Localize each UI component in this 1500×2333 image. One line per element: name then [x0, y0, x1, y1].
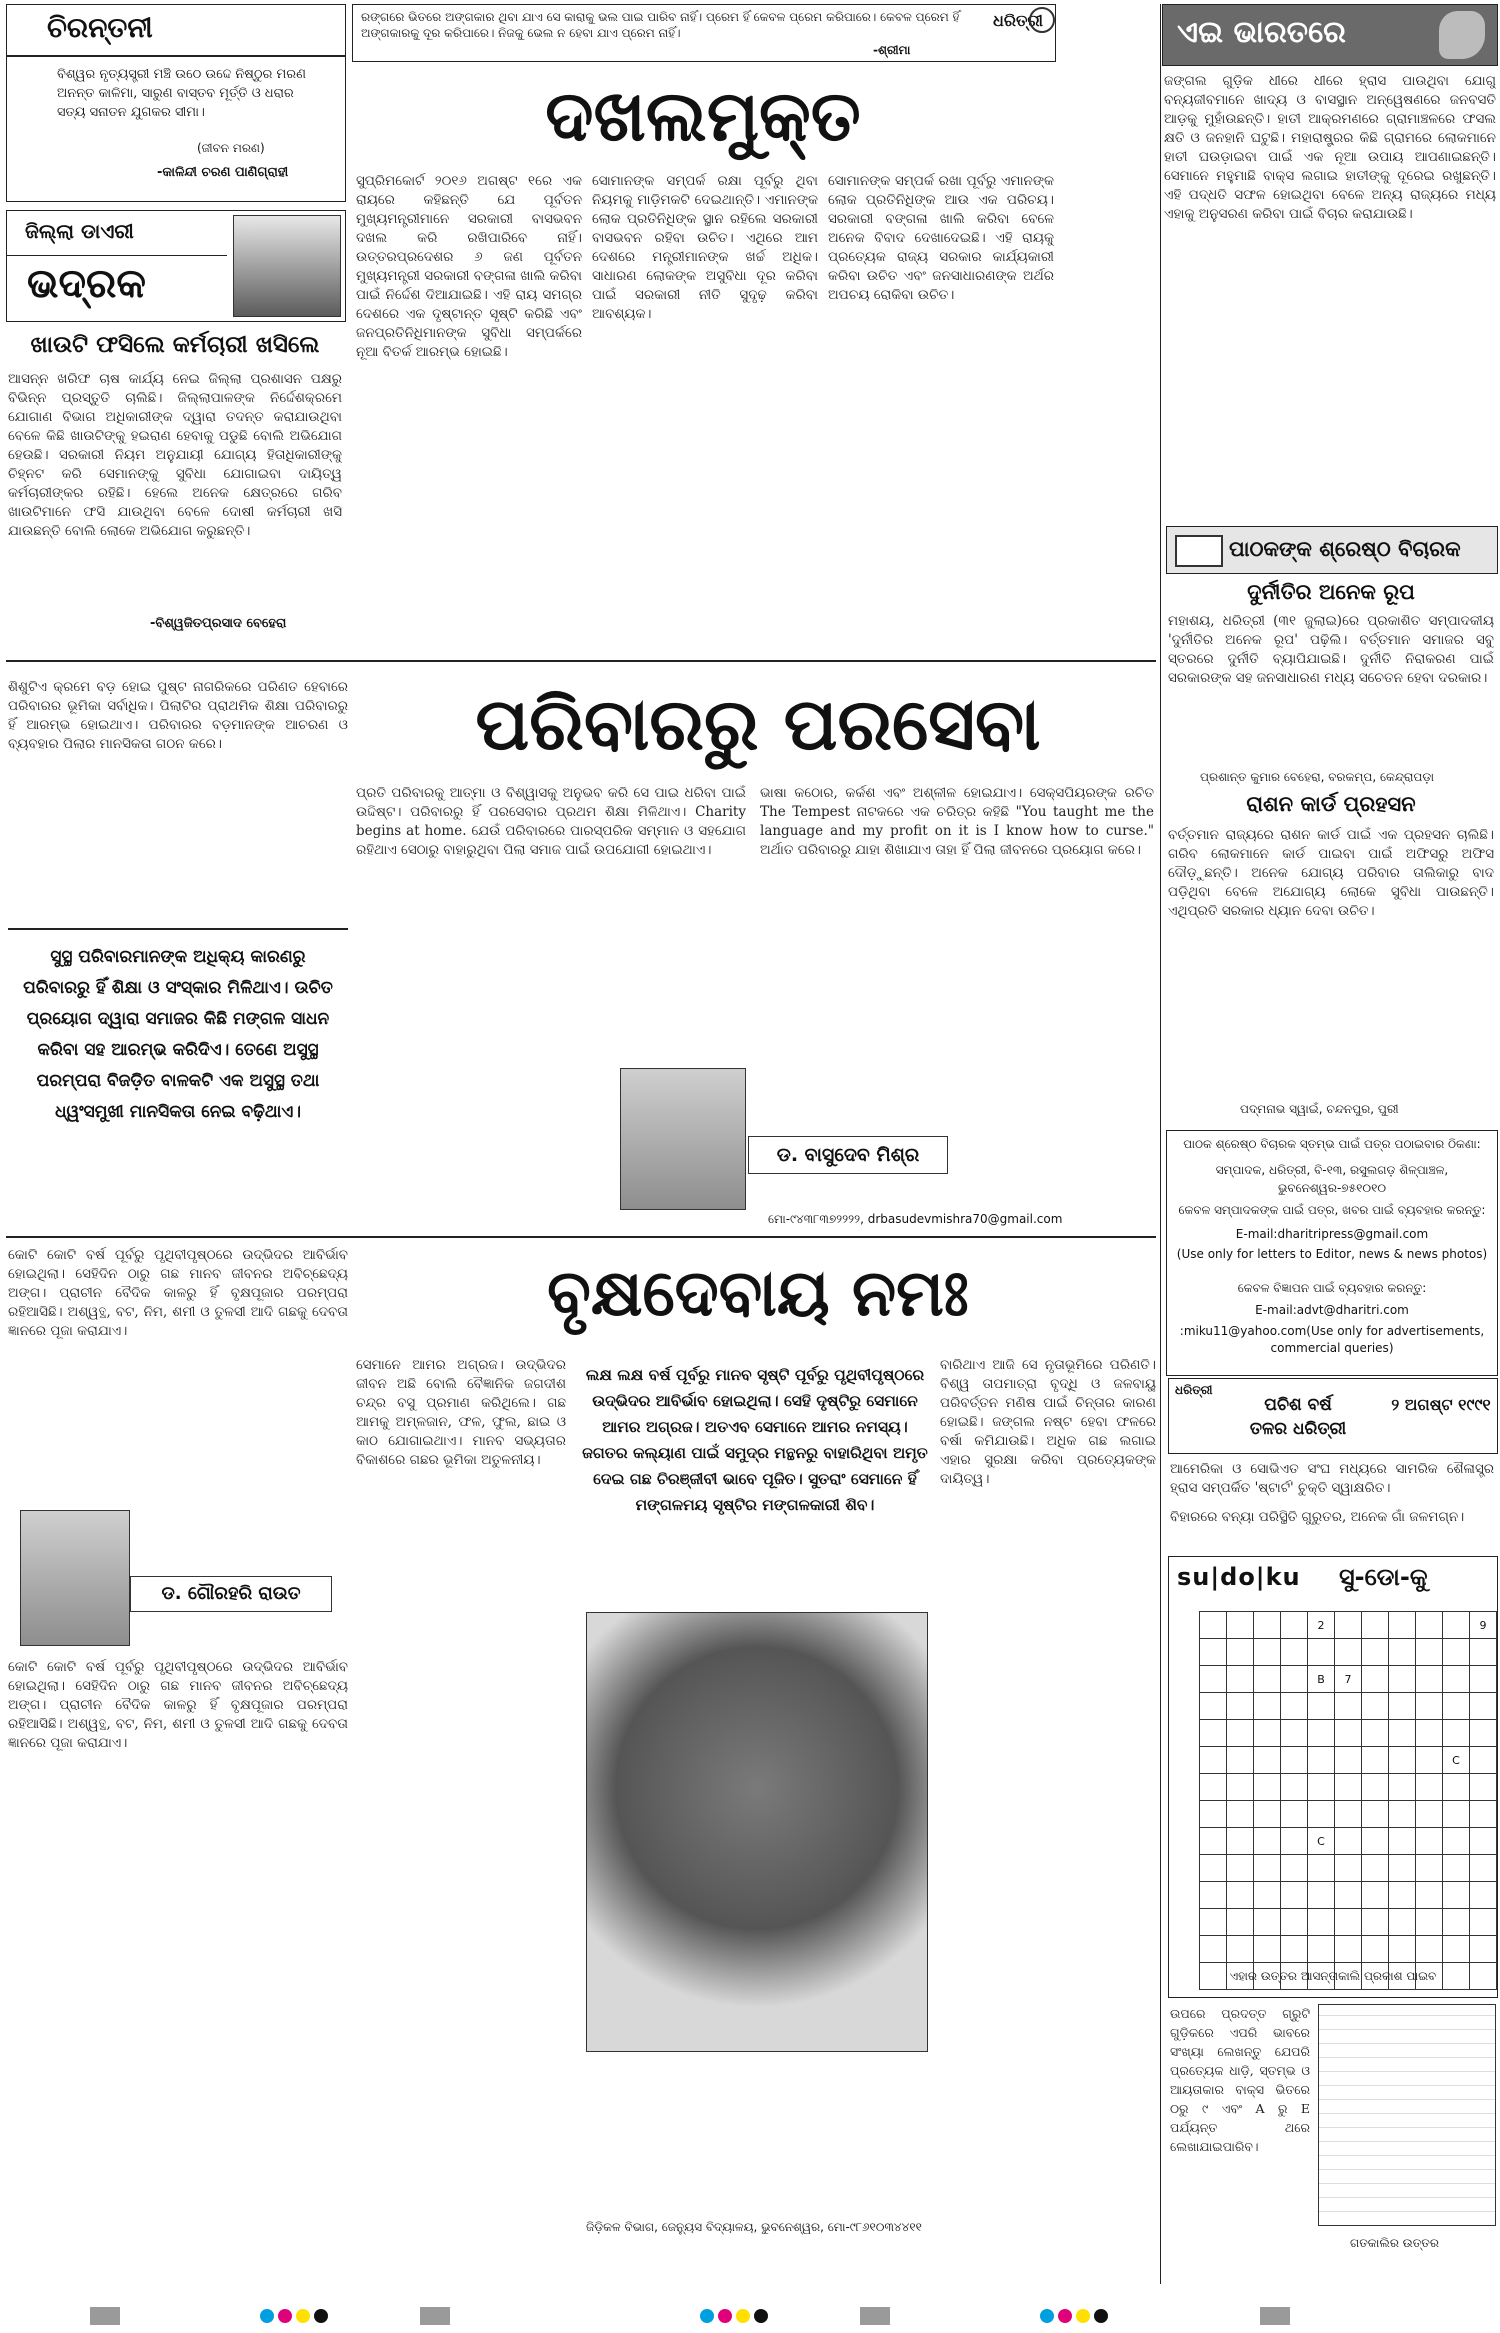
- sudoku-cell[interactable]: [1362, 1774, 1389, 1801]
- sudoku-cell[interactable]: [1308, 1855, 1335, 1882]
- india-column-header: [1162, 4, 1498, 66]
- sudoku-footer: ଏହାର ଉତ୍ତର ଆସନ୍ତାକାଲି ପ୍ରକାଶ ପାଇବ: [1229, 1969, 1437, 1983]
- letter1-body: ମହାଶୟ, ଧରିତ୍ରୀ (୩୧ ଜୁଲାଇ)ରେ ପ୍ରକାଶିତ ସମ୍ପାଦକୀୟ 'ଦୁର୍ନୀତିର ଅନେକ ରୂପ' ପଢ଼ିଲି। ବର୍ତ୍ତମାନ ସମାଜର ସବୁ ସ୍ତରରେ ଦୁର୍ନୀତି ବ୍ୟାପିଯାଇଛି। ଦୁର୍ନୀତି ନିରାକରଣ ପାଇଁ ସରକାରଙ୍କ ସହ ଜନସାଧାରଣ ମଧ୍ୟ ସଚେତନ ହେବା ଦରକାର।: [1168, 613, 1494, 686]
- sudoku-cell[interactable]: [1416, 1774, 1443, 1801]
- sudoku-cell[interactable]: [1308, 1774, 1335, 1801]
- sudoku-cell[interactable]: [1362, 1936, 1389, 1963]
- sudoku-cell[interactable]: [1200, 1774, 1227, 1801]
- sudoku-cell[interactable]: [1389, 1639, 1416, 1666]
- contact-note: କେବଳ ସମ୍ପାଦକଙ୍କ ପାଇଁ ପତ୍ର, ଖବର ପାଇଁ ବ୍ୟବହାର କରନ୍ତୁ:: [1178, 1203, 1486, 1217]
- sudoku-cell[interactable]: [1281, 1828, 1308, 1855]
- temple-photo: [233, 215, 341, 317]
- sudoku-cell[interactable]: [1443, 1855, 1470, 1882]
- sudoku-cell[interactable]: [1254, 1936, 1281, 1963]
- sudoku-cell[interactable]: [1443, 1720, 1470, 1747]
- sudoku-answer-grid: [1318, 2004, 1496, 2226]
- sudoku-cell[interactable]: [1389, 1882, 1416, 1909]
- sudoku-cell[interactable]: [1443, 1666, 1470, 1693]
- brukha-headline: ବୃକ୍ଷଦେବାୟ ନମଃ: [547, 1257, 969, 1331]
- brukha-col4: ବାରିଥାଏ ଆଜି ସେ ନୃତାଭୂମିରେ ପରିଣତି। ବିଶ୍ୱ ତାପମାତ୍ରା ବୃଦ୍ଧି ଓ ଜଳବାୟୁ ପରିବର୍ତ୍ତନ ମଣିଷ ପାଇଁ ଚିନ୍ତାର କାରଣ ହୋଇଛି। ଜଙ୍ଗଲ ନଷ୍ଟ ହେବା ଫଳରେ ବର୍ଷା କମିଯାଉଛି। ଅଧିକ ଗଛ ଲଗାଇ ଏହାର ସୁରକ୍ଷା କରିବା ପ୍ରତ୍ୟେକଙ୍କ ଦାୟିତ୍ୱ।: [940, 1357, 1156, 1487]
- sudoku-cell[interactable]: [1416, 1612, 1443, 1639]
- sudoku-cell[interactable]: [1254, 1855, 1281, 1882]
- sudoku-cell[interactable]: [1470, 1936, 1497, 1963]
- zilla-diary-box: [6, 210, 346, 322]
- sudoku-grid[interactable]: [1199, 1611, 1497, 1990]
- sudoku-cell[interactable]: [1389, 1747, 1416, 1774]
- sudoku-cell[interactable]: [1227, 1612, 1254, 1639]
- sudoku-cell[interactable]: [1470, 1666, 1497, 1693]
- sudoku-cell[interactable]: [1308, 1639, 1335, 1666]
- sudoku-cell[interactable]: [1335, 1693, 1362, 1720]
- sudoku-cell[interactable]: [1200, 1855, 1227, 1882]
- sudoku-cell[interactable]: [1389, 1936, 1416, 1963]
- sudoku-cell[interactable]: [1200, 1801, 1227, 1828]
- sudoku-cell[interactable]: [1200, 1909, 1227, 1936]
- advt-email[interactable]: E-mail:advt@dharitri.com: [1255, 1303, 1409, 1317]
- sudoku-cell[interactable]: [1281, 1774, 1308, 1801]
- sudoku-cell[interactable]: [1416, 1720, 1443, 1747]
- khauti-headline: ଖାଉଟି ଫସିଲେ କର୍ମଚାରୀ ଖସିଲେ: [30, 332, 320, 358]
- sudoku-cell[interactable]: [1470, 1693, 1497, 1720]
- years25-item2: ବିହାରରେ ବନ୍ୟା ପରିସ୍ଥିତି ଗୁରୁତର, ଅନେକ ଗାଁ ଜଳମଗ୍ନ।: [1170, 1509, 1465, 1525]
- brukha-col2: ସେମାନେ ଆମର ଅଗ୍ରଜ। ଉଦ୍ଭିଦର ଜୀବନ ଅଛି ବୋଲି ବୈଜ୍ଞାନିକ ଜଗଦୀଶ ଚନ୍ଦ୍ର ବସୁ ପ୍ରମାଣ କରିଥିଲେ। ଗଛ ଆମକୁ ଅମ୍ଳଜାନ, ଫଳ, ଫୁଲ, ଛାଇ ଓ କାଠ ଯୋଗାଇଥାଏ। ମାନବ ସଭ୍ୟତାର ବିକାଶରେ ଗଛର ଭୂମିକା ଅତୁଳନୀୟ।: [356, 1357, 566, 1468]
- sudoku-cell[interactable]: [1389, 1666, 1416, 1693]
- sudoku-cell[interactable]: 7: [1335, 1666, 1362, 1693]
- top-quote-box: [352, 4, 1056, 62]
- sudoku-cell[interactable]: [1281, 1747, 1308, 1774]
- sudoku-cell[interactable]: [1227, 1909, 1254, 1936]
- district-name: ଭଦ୍ରକ: [27, 261, 146, 307]
- india-column-body: ଜଙ୍ଗଲ ଗୁଡ଼ିକ ଧୀରେ ଧୀରେ ହ୍ରାସ ପାଉଥିବା ଯୋଗୁ ବନ୍ୟଜୀବମାନେ ଖାଦ୍ୟ ଓ ବାସସ୍ଥାନ ଅନ୍ୱେଷଣରେ ଜନବସତି ଆଡ଼କୁ ମୁହାଁଉଛନ୍ତି। ହାତୀ ଆକ୍ରମଣରେ ଗ୍ରାମାଞ୍ଚଳରେ ଫସଲ କ୍ଷତି ଓ ଜନହାନି ଘଟୁଛି। ମହାରାଷ୍ଟ୍ରର କିଛି ଗ୍ରାମରେ ଲୋକମାନେ ହାତୀ ଘଉଡ଼ାଇବା ପାଇଁ ଏକ ନୂଆ ଉପାୟ ଆପଣାଇଛନ୍ତି। ସେମାନେ ମହୁମାଛି ବାକ୍ସ ଲଗାଇ ହାତୀଙ୍କୁ ଦୂରେଇ ରଖୁଛନ୍ତି। ଏହି ପଦ୍ଧତି ସଫଳ ହୋଇଥିବା ବେଳେ ଅନ୍ୟ ରାଜ୍ୟରେ ମଧ୍ୟ ଏହାକୁ ଅନୁସରଣ କରିବା ପାଇଁ ବିଚାର କରାଯାଉଛି।: [1164, 73, 1496, 222]
- dharitri-small-logo: ଧରିତ୍ରୀ: [1175, 1383, 1213, 1397]
- author-name-basudev: ଡ. ବାସୁଦେବ ମିଶ୍ର: [748, 1136, 948, 1174]
- sudoku-cell[interactable]: [1335, 1747, 1362, 1774]
- sudoku-cell[interactable]: [1389, 1828, 1416, 1855]
- sudoku-title: su|do|ku: [1177, 1563, 1301, 1591]
- sudoku-cell[interactable]: [1389, 1612, 1416, 1639]
- khauti-author: -ବିଶ୍ୱଜିତପ୍ରସାଦ ବେହେରା: [150, 616, 287, 631]
- years25-header: [1168, 1378, 1498, 1454]
- sudoku-cell[interactable]: [1200, 1882, 1227, 1909]
- sudoku-cell[interactable]: [1362, 1720, 1389, 1747]
- sudoku-cell[interactable]: [1470, 1801, 1497, 1828]
- sudoku-cell[interactable]: 2: [1308, 1612, 1335, 1639]
- chirantani-title: ଚିରନ୍ତନୀ: [47, 11, 153, 44]
- dakhal-body-col1: ସୁପ୍ରିମକୋର୍ଟ ୨୦୧୬ ଅଗଷ୍ଟ ୧ରେ ଏକ ରାୟରେ କହିଛନ୍ତି ଯେ ପୂର୍ବତନ ମୁଖ୍ୟମନ୍ତ୍ରୀମାନେ ସରକାରୀ ବାସଭବନ ଦଖଲ କରି ରଖିପାରିବେ ନାହିଁ। ଉତ୍ତରପ୍ରଦେଶର ୬ ଜଣ ପୂର୍ବତନ ମୁଖ୍ୟମନ୍ତ୍ରୀ ସରକାରୀ ବଙ୍ଗଳା ଖାଲି କରିବା ପାଇଁ ନିର୍ଦ୍ଦେଶ ଦିଆଯାଇଛି। ଏହି ରାୟ ସମଗ୍ର ଦେଶରେ ଏକ ଦୃଷ୍ଟାନ୍ତ ସୃଷ୍ଟି କରିଛି ଏବଂ ଜନପ୍ରତିନିଧିମାନଙ୍କ ସୁବିଧା ସମ୍ପର୍କରେ ନୂଆ ବିତର୍କ ଆରମ୍ଭ ହୋଇଛି।: [356, 173, 582, 360]
- sudoku-cell[interactable]: [1416, 1936, 1443, 1963]
- sudoku-cell[interactable]: [1389, 1909, 1416, 1936]
- top-quote-author: -ଶ୍ରୀମା: [873, 43, 911, 57]
- paribara-lead: ଶିଶୁଟିଏ କ୍ରମେ ବଡ଼ ହୋଇ ପୁଷ୍ଟ ନାଗରିକରେ ପରିଣତ ହେବାରେ ପରିବାରର ଭୂମିକା ସର୍ବାଧିକ। ପିଲାଟିର ପ୍ରାଥମିକ ଶିକ୍ଷା ପରିବାରରୁ ହିଁ ଆରମ୍ଭ ହୋଇଥାଏ। ପରିବାରର ବଡ଼ମାନଙ୍କ ଆଚରଣ ଓ ବ୍ୟବହାର ପିଲାର ମାନସିକତା ଗଠନ କରେ।: [8, 679, 348, 752]
- sudoku-cell[interactable]: [1470, 1909, 1497, 1936]
- letter2-title: ରାଶନ କାର୍ଡ ପ୍ରହସନ: [1246, 792, 1416, 816]
- letters-contact-box: [1166, 1130, 1498, 1376]
- sudoku-cell[interactable]: [1281, 1666, 1308, 1693]
- sudoku-cell[interactable]: [1200, 1666, 1227, 1693]
- sudoku-cell[interactable]: [1443, 1909, 1470, 1936]
- sudoku-cell[interactable]: [1416, 1828, 1443, 1855]
- top-quote-text: ରଙ୍ଗରେ ଭିତରେ ଅଙ୍ଗକାର ଥିବା ଯାଏ ସେ କାରାକୁ ଭଲ ପାଇ ପାରିବ ନାହିଁ। ପ୍ରେମ ହିଁ କେବଳ ପ୍ରେମ କରିପାରେ। କେବଳ ପ୍ରେମ ହିଁ ଅଙ୍ଗକାରକୁ ଦୂର କରିପାରେ। ନିଜକୁ ଭେଲ ନ ହେବା ଯାଏ ପ୍ରେମ ନାହିଁ।: [361, 10, 960, 40]
- sudoku-cell[interactable]: [1200, 1936, 1227, 1963]
- sudoku-cell[interactable]: [1335, 1855, 1362, 1882]
- sudoku-cell[interactable]: [1281, 1693, 1308, 1720]
- sudoku-cell[interactable]: [1416, 1639, 1443, 1666]
- editor-email[interactable]: E-mail:dharitripress@gmail.com: [1235, 1227, 1429, 1241]
- sudoku-cell[interactable]: [1227, 1801, 1254, 1828]
- sudoku-cell[interactable]: [1281, 1612, 1308, 1639]
- sudoku-cell[interactable]: [1281, 1882, 1308, 1909]
- sudoku-cell[interactable]: [1281, 1801, 1308, 1828]
- sudoku-cell[interactable]: [1416, 1909, 1443, 1936]
- author-photo-gourahari: [20, 1510, 130, 1646]
- letter1-title: ଦୁର୍ନୀତିର ଅନେକ ରୂପ: [1247, 580, 1415, 604]
- sudoku-cell[interactable]: [1281, 1639, 1308, 1666]
- contact-address: ସମ୍ପାଦକ, ଧରିତ୍ରୀ, ବି-୧୩, ରସୁଲଗଡ଼ ଶିଳ୍ପାଞ୍ଚଳ, ଭୁବନେଶ୍ୱର-୭୫୧୦୧୦: [1215, 1163, 1449, 1195]
- sudoku-cell[interactable]: [1281, 1909, 1308, 1936]
- sudoku-cell[interactable]: [1308, 1693, 1335, 1720]
- sudoku-cell[interactable]: [1335, 1801, 1362, 1828]
- sudoku-cell[interactable]: [1443, 1774, 1470, 1801]
- brukha-quote: ଲକ୍ଷ ଲକ୍ଷ ବର୍ଷ ପୂର୍ବରୁ ମାନବ ସୃଷ୍ଟି ପୂର୍ବରୁ ପୃଥିବୀପୃଷ୍ଠରେ ଉଦ୍ଭିଦର ଆବିର୍ଭାବ ହୋଇଥିଲା। ସେହି ଦୃଷ୍ଟିରୁ ସେମାନେ ଆମର ଅଗ୍ରଜ। ଅତଏବ ସେମାନେ ଆମର ନମସ୍ୟ। ଜଗତର କଲ୍ୟାଣ ପାଇଁ ସମୁଦ୍ର ମନ୍ଥନରୁ ବାହାରିଥିବା ଅମୃତ ଦେଇ ଗଛ ଚିରଞ୍ଜୀବୀ ଭାବେ ପୂଜିତ। ସୁତରାଂ ସେମାନେ ହିଁ ମଙ୍ଗଳମୟ ସୃଷ୍ଟିର ମଙ୍ଗଳକାରୀ ଶିବ।: [582, 1366, 928, 1514]
- sudoku-answer-label: ଗତକାଲିର ଉତ୍ତର: [1350, 2236, 1439, 2250]
- sudoku-cell[interactable]: [1335, 1612, 1362, 1639]
- sudoku-cell[interactable]: [1443, 1828, 1470, 1855]
- sudoku-cell[interactable]: [1200, 1693, 1227, 1720]
- sudoku-cell[interactable]: [1227, 1639, 1254, 1666]
- sudoku-cell[interactable]: [1254, 1828, 1281, 1855]
- brukha-col1-lower: କୋଟି କୋଟି ବର୍ଷ ପୂର୍ବରୁ ପୃଥିବୀପୃଷ୍ଠରେ ଉଦ୍ଭିଦର ଆବିର୍ଭାବ ହୋଇଥିଲା। ସେହିଦିନ ଠାରୁ ଗଛ ମାନବ ଜୀବନର ଅବିଚ୍ଛେଦ୍ୟ ଅଙ୍ଗ। ପ୍ରାଚୀନ ବୈଦିକ କାଳରୁ ହିଁ ବୃକ୍ଷପୂଜାର ପରମ୍ପରା ରହିଆସିଛି। ଅଶ୍ୱତ୍ଥ, ବଟ, ନିମ, ଶମୀ ଓ ତୁଳସୀ ଆଦି ଗଛକୁ ଦେବତା ଜ୍ଞାନରେ ପୂଜା କରାଯାଏ।: [8, 1659, 348, 1751]
- dharma-wheel-icon: [1029, 7, 1055, 33]
- sudoku-cell[interactable]: 9: [1470, 1612, 1497, 1639]
- sudoku-cell[interactable]: [1443, 1936, 1470, 1963]
- author-contact-basudev[interactable]: ମୋ-୯୪୩୮୩୭୨୨୨୨, drbasudevmishra70@gmail.com: [768, 1212, 1063, 1226]
- dakhal-body-col2: ସୋମାନଙ୍କ ସମ୍ପର୍କ ରକ୍ଷା ପୂର୍ବରୁ ଥିବା ନିୟମକୁ ମାଡ଼ିମକଟି ଦେଇଥାନ୍ତି। ଏମାନଙ୍କ ଲୋକ ପ୍ରତିନିଧିଙ୍କ ସ୍ଥାନ ରହିଲେ ସରକାରୀ ବାସଭବନ ରହିବା ଉଚିତ। ଏଥିରେ ଆମ ଦେଶରେ ମନ୍ତ୍ରୀମାନଙ୍କ ଖର୍ଚ୍ଚ ଅଧିକ। ସାଧାରଣ ଲୋକଙ୍କ ଅସୁବିଧା ଦୂର କରିବା ପାଇଁ ସରକାରୀ ନୀତି ସୁଦୃଢ଼ କରିବା ଆବଶ୍ୟକ।: [592, 173, 818, 322]
- ad-note: କେବଳ ବିଜ୍ଞାପନ ପାଇଁ ବ୍ୟବହାର କରନ୍ତୁ:: [1237, 1281, 1427, 1295]
- sudoku-cell[interactable]: [1362, 1693, 1389, 1720]
- years25-date: ୨ ଅଗଷ୍ଟ ୧୯୯୧: [1391, 1395, 1491, 1414]
- sudoku-cell[interactable]: [1470, 1882, 1497, 1909]
- sudoku-cell[interactable]: [1308, 1936, 1335, 1963]
- sudoku-cell[interactable]: [1227, 1693, 1254, 1720]
- chirantani-source: (ଜୀବନ ମରଣ): [197, 141, 265, 155]
- paribara-headline: ପରିବାରରୁ ପରସେବା: [475, 682, 1041, 766]
- sudoku-cell[interactable]: [1254, 1909, 1281, 1936]
- india-map-icon: [1439, 11, 1485, 59]
- sudoku-cell[interactable]: [1416, 1855, 1443, 1882]
- sudoku-cell[interactable]: [1200, 1720, 1227, 1747]
- sudoku-cell[interactable]: [1227, 1882, 1254, 1909]
- sudoku-cell[interactable]: [1200, 1828, 1227, 1855]
- sudoku-cell[interactable]: [1389, 1855, 1416, 1882]
- sudoku-cell[interactable]: [1362, 1801, 1389, 1828]
- zilla-diary-label: ଜିଲ୍ଲା ଡାଏରୀ: [25, 219, 134, 243]
- sudoku-cell[interactable]: [1335, 1774, 1362, 1801]
- sudoku-cell[interactable]: [1308, 1747, 1335, 1774]
- sudoku-instructions: ଉପରେ ପ୍ରଦତ୍ତ ଗ୍ରୁଟି ଗୁଡ଼ିକରେ ଏପରି ଭାବରେ ସଂଖ୍ୟା ଲେଖନ୍ତୁ ଯେପରି ପ୍ରତ୍ୟେକ ଧାଡ଼ି, ସ୍ତମ୍ଭ ଓ ଆୟତାକାର ବାକ୍ସ ଭିତରେ ୦ରୁ ୯ ଏବଂ A ରୁ E ପର୍ଯ୍ୟନ୍ତ ଥରେ ଲେଖାଯାଇପାରିବ।: [1170, 2006, 1310, 2154]
- sudoku-cell[interactable]: [1308, 1801, 1335, 1828]
- sudoku-cell[interactable]: [1362, 1855, 1389, 1882]
- sudoku-cell[interactable]: [1227, 1720, 1254, 1747]
- sudoku-cell[interactable]: [1443, 1801, 1470, 1828]
- dharitri-logo: ଧରିତ୍ରୀ: [993, 11, 1043, 30]
- sudoku-cell[interactable]: [1335, 1909, 1362, 1936]
- sudoku-cell[interactable]: [1416, 1801, 1443, 1828]
- sudoku-cell[interactable]: [1362, 1612, 1389, 1639]
- sudoku-cell[interactable]: [1308, 1882, 1335, 1909]
- sudoku-cell[interactable]: [1416, 1882, 1443, 1909]
- chirantani-poem: ବିଶ୍ୱର ନୃତ୍ୟସ୍ତ୍ରୀ ମଞ୍ଚି ଉଠେ ଉଦ୍ଦେ ନିଷ୍ଠୁର ମରଣ ଅନନ୍ତ କାଳିମା, ସାରୁଣ ବାସ୍ତବ ମୂର୍ତ୍ତି ଓ ଧରାର ସତ୍ୟ ସନାତନ ଯୁଗକର ସୀମା।: [57, 67, 306, 120]
- sudoku-cell[interactable]: [1389, 1801, 1416, 1828]
- brukha-lead: କୋଟି କୋଟି ବର୍ଷ ପୂର୍ବରୁ ପୃଥିବୀପୃଷ୍ଠରେ ଉଦ୍ଭିଦର ଆବିର୍ଭାବ ହୋଇଥିଲା। ସେହିଦିନ ଠାରୁ ଗଛ ମାନବ ଜୀବନର ଅବିଚ୍ଛେଦ୍ୟ ଅଙ୍ଗ। ପ୍ରାଚୀନ ବୈଦିକ କାଳରୁ ହିଁ ବୃକ୍ଷପୂଜାର ପରମ୍ପରା ରହିଆସିଛି। ଅଶ୍ୱତ୍ଥ, ବଟ, ନିମ, ଶମୀ ଓ ତୁଳସୀ ଆଦି ଗଛକୁ ଦେବତା ଜ୍ଞାନରେ ପୂଜା କରାଯାଏ।: [8, 1247, 348, 1339]
- sudoku-cell[interactable]: [1362, 1828, 1389, 1855]
- sudoku-cell[interactable]: [1335, 1882, 1362, 1909]
- sudoku-cell[interactable]: [1254, 1693, 1281, 1720]
- sudoku-cell[interactable]: [1416, 1666, 1443, 1693]
- years25-label: ପଚିଶ ବର୍ଷ ତଳର ଧରିତ୍ରୀ: [1249, 1395, 1347, 1439]
- sudoku-title-odia: ସୁ-ଡୋ-କୁ: [1339, 1563, 1428, 1591]
- sudoku-box: [1168, 1556, 1498, 1998]
- sudoku-cell[interactable]: [1227, 1828, 1254, 1855]
- sudoku-cell[interactable]: [1470, 1855, 1497, 1882]
- sudoku-cell[interactable]: [1227, 1747, 1254, 1774]
- sudoku-cell[interactable]: [1335, 1936, 1362, 1963]
- letter2-body: ବର୍ତ୍ତମାନ ରାଜ୍ୟରେ ରାଶନ କାର୍ଡ ପାଇଁ ଏକ ପ୍ରହସନ ଚାଲିଛି। ଗରିବ ଲୋକମାନେ କାର୍ଡ ପାଇବା ପାଇଁ ଅଫିସରୁ ଅଫିସ ଦୌଡ଼ୁଛନ୍ତି। ଅନେକ ଯୋଗ୍ୟ ପରିବାର ତାଲିକାରୁ ବାଦ ପଡ଼ିଥିବା ବେଳେ ଅଯୋଗ୍ୟ ଲୋକେ ସୁବିଧା ପାଉଛନ୍ତି। ଏଥିପ୍ରତି ସରକାର ଧ୍ୟାନ ଦେବା ଉଚିତ।: [1168, 827, 1494, 919]
- sudoku-cell[interactable]: [1389, 1774, 1416, 1801]
- sudoku-cell[interactable]: [1254, 1639, 1281, 1666]
- envelope-icon: [1175, 535, 1223, 567]
- sudoku-cell[interactable]: [1227, 1774, 1254, 1801]
- sudoku-cell[interactable]: [1389, 1720, 1416, 1747]
- years25-item1: ଆମେରିକା ଓ ସୋଭିଏତ ସଂଘ ମଧ୍ୟରେ ସାମରିକ ଶୈଳାସ୍ତ୍ର ହ୍ରାସ ସମ୍ପର୍କିତ 'ଷ୍ଟାର୍ଟ' ଚୁକ୍ତି ସ୍ୱାକ୍ଷରିତ।: [1170, 1461, 1494, 1496]
- letters-header: [1166, 526, 1498, 574]
- sudoku-cell[interactable]: [1443, 1612, 1470, 1639]
- author-name-gourahari: ଡ. ଗୌରହରି ରାଉତ: [130, 1576, 332, 1612]
- sudoku-cell[interactable]: [1362, 1909, 1389, 1936]
- sudoku-cell[interactable]: [1200, 1612, 1227, 1639]
- sudoku-cell[interactable]: B: [1308, 1666, 1335, 1693]
- sudoku-cell[interactable]: [1200, 1639, 1227, 1666]
- sudoku-cell[interactable]: [1443, 1639, 1470, 1666]
- paribara-right-body: ଭାଷା କଠୋର, କର୍କଶ ଏବଂ ଅଶ୍ଳୀଳ ହୋଇଯାଏ। ସେକ୍ସପିୟରଙ୍କ ରଚିତ The Tempest ନାଟକରେ ଏକ ଚରିତ୍ର କହିଛି "You taught me the language and my profit on it is I know how to curse." ଅର୍ଥାତ ପରିବାରରୁ ଯାହା ଶିଖାଯାଏ ତାହା ହିଁ ପିଲା ଜୀବନରେ ପ୍ରୟୋଗ କରେ।: [760, 785, 1154, 858]
- sudoku-cell[interactable]: [1416, 1693, 1443, 1720]
- sudoku-cell[interactable]: [1335, 1639, 1362, 1666]
- sudoku-cell[interactable]: [1254, 1774, 1281, 1801]
- sudoku-cell[interactable]: [1254, 1612, 1281, 1639]
- sudoku-cell[interactable]: [1281, 1720, 1308, 1747]
- sudoku-cell[interactable]: [1227, 1936, 1254, 1963]
- dakhal-headline: ଦଖଲମୁକ୍ତ: [545, 75, 861, 157]
- sudoku-cell[interactable]: [1443, 1693, 1470, 1720]
- sudoku-cell[interactable]: [1254, 1882, 1281, 1909]
- khauti-body: ଆସନ୍ନ ଖରିଫ ଚାଷ କାର୍ଯ୍ୟ ନେଇ ଜିଲ୍ଲା ପ୍ରଶାସନ ପକ୍ଷରୁ ବିଭିନ୍ନ ପ୍ରସ୍ତୁତି ଚାଲିଛି। ଜିଲ୍ଲାପାଳଙ୍କ ନିର୍ଦ୍ଦେଶକ୍ରମେ ଯୋଗାଣ ବିଭାଗ ଅଧିକାରୀଙ୍କ ଦ୍ୱାରା ତଦନ୍ତ କରାଯାଉଥିବା ବେଳେ କିଛି ଖାଉଟିଙ୍କୁ ହଇରାଣ ହେବାକୁ ପଡୁଛି ବୋଲି ଅଭିଯୋଗ ହେଉଛି। ସରକାରୀ ନିୟମ ଅନୁଯାୟୀ ଯୋଗ୍ୟ ହିତାଧିକାରୀଙ୍କୁ ଚିହ୍ନଟ କରି ସେମାନଙ୍କୁ ସୁବିଧା ଯୋଗାଇବା ଦାୟିତ୍ୱ କର୍ମଚାରୀଙ୍କର ରହିଛି। ହେଲେ ଅନେକ କ୍ଷେତ୍ରରେ ଗରିବ ଖାଉଟିମାନେ ଫସି ଯାଉଥିବା ବେଳେ ଦୋଷୀ କର୍ମଚାରୀ ଖସି ଯାଉଛନ୍ତି ବୋଲି ଲୋକେ ଅଭିଯୋଗ କରୁଛନ୍ତି।: [8, 371, 342, 539]
- sudoku-cell[interactable]: [1389, 1693, 1416, 1720]
- sudoku-cell[interactable]: C: [1308, 1828, 1335, 1855]
- sudoku-cell[interactable]: [1470, 1774, 1497, 1801]
- paribara-pullquote: ସୁସ୍ଥ ପରିବାରମାନଙ୍କ ଅଧିକ୍ୟ କାରଣରୁ ପରିବାରରୁ ହିଁ ଶିକ୍ଷା ଓ ସଂସ୍କାର ମିଳିଥାଏ। ଉଚିତ ପ୍ରୟୋଗ ଦ୍ୱାରା ସମାଜର କିଛି ମଙ୍ଗଳ ସାଧନ କରିବା ସହ ଆରମ୍ଭ କରିଦିଏ। ତେଣେ ଅସୁସ୍ଥ ପରମ୍ପରା ବିଜଡ଼ିତ ବାଳକଟି ଏକ ଅସୁସ୍ଥ ତଥା ଧ୍ୱଂସମୁଖୀ ମାନସିକତା ନେଇ ବଢ଼ିଥାଏ।: [23, 947, 333, 1122]
- sudoku-cell[interactable]: [1416, 1747, 1443, 1774]
- sudoku-cell[interactable]: [1281, 1936, 1308, 1963]
- sudoku-cell[interactable]: [1470, 1747, 1497, 1774]
- tree-photo: [586, 1612, 928, 2052]
- sudoku-cell[interactable]: [1254, 1747, 1281, 1774]
- sudoku-cell[interactable]: [1200, 1747, 1227, 1774]
- letter1-author: ପ୍ରଶାନ୍ତ କୁମାର ବେହେରା, ବରକମ୍ପ, କେନ୍ଦ୍ରାପଡ଼ା: [1200, 770, 1435, 784]
- author-photo-basudev: [620, 1068, 746, 1210]
- contact-intro: ପାଠକ ଶ୍ରେଷ୍ଠ ବିଚାରକ ସ୍ତମ୍ଭ ପାଇଁ ପତ୍ର ପଠାଇବାର ଠିକଣା:: [1183, 1137, 1481, 1151]
- sudoku-cell[interactable]: [1281, 1855, 1308, 1882]
- chirantani-author: -କାଳିନ୍ଦୀ ଚରଣ ପାଣିଗ୍ରାହୀ: [157, 165, 289, 180]
- sudoku-cell[interactable]: [1362, 1747, 1389, 1774]
- sudoku-cell[interactable]: [1254, 1801, 1281, 1828]
- sudoku-cell[interactable]: [1470, 1720, 1497, 1747]
- sudoku-cell[interactable]: [1227, 1666, 1254, 1693]
- chirantani-box: [6, 4, 346, 202]
- sudoku-cell[interactable]: [1308, 1909, 1335, 1936]
- sudoku-cell[interactable]: C: [1443, 1747, 1470, 1774]
- sudoku-cell[interactable]: [1443, 1882, 1470, 1909]
- sudoku-cell[interactable]: [1470, 1828, 1497, 1855]
- sudoku-cell[interactable]: [1335, 1828, 1362, 1855]
- sudoku-cell[interactable]: [1254, 1666, 1281, 1693]
- sudoku-cell[interactable]: [1335, 1720, 1362, 1747]
- dakhal-body-col3: ସୋମାନଙ୍କ ସମ୍ପର୍କ ରଖା ପୂର୍ବରୁ ଏମାନଙ୍କ ଲୋକ ପ୍ରତିନିଧିଙ୍କ ଆଉ ଏକ ପରିଚୟ। ସରକାରୀ ବଙ୍ଗଳା ଖାଲି କରିବା ବେଳେ ଅନେକ ବିବାଦ ଦେଖାଦେଇଛି। ଏହି ରାୟକୁ ପ୍ରତ୍ୟେକ ରାଜ୍ୟ ସରକାର କାର୍ଯ୍ୟକାରୀ କରିବା ଉଚିତ ଏବଂ ଜନସାଧାରଣଙ୍କ ଅର୍ଥର ଅପଚୟ ରୋକିବା ଉଚିତ।: [828, 173, 1054, 303]
- editor-email-note: (Use only for letters to Editor, news & news photos): [1176, 1247, 1488, 1261]
- advt-email-alt[interactable]: :miku11@yahoo.com(Use only for advertisements, commercial queries): [1179, 1324, 1485, 1355]
- letters-header-title: ପାଠକଙ୍କ ଶ୍ରେଷ୍ଠ ବିଚାରକ: [1229, 537, 1461, 561]
- brukha-author-contact: ଜିଡ଼ିକଳ ବିଭାଗ, ଜେନ୍ୟୁସ ବିଦ୍ୟାଳୟ, ଭୁବନେଶ୍ୱର, ମୋ-୯୮୬୧୦୩୪୪୧୧: [586, 2220, 922, 2234]
- letter2-author: ପଦ୍ମନାଭ ସ୍ୱାଇଁ, ଚନ୍ଦନପୁର, ପୁରୀ: [1240, 1102, 1399, 1116]
- sudoku-cell[interactable]: [1470, 1639, 1497, 1666]
- sudoku-cell[interactable]: [1254, 1720, 1281, 1747]
- sudoku-cell[interactable]: [1362, 1666, 1389, 1693]
- sudoku-cell[interactable]: [1308, 1720, 1335, 1747]
- india-column-title: ଏଇ ଭାରତରେ: [1177, 15, 1346, 50]
- sudoku-cell[interactable]: [1362, 1639, 1389, 1666]
- paribara-mid-body: ପ୍ରତି ପରିବାରକୁ ଆତ୍ମା ଓ ବିଶ୍ୱାସକୁ ଅନୁଭବ କରି ସେ ପାଇ ଧରିବା ପାଇଁ ଉଦ୍ଦିଷ୍ଟ। ପରିବାରରୁ ହିଁ ପରସେବାର ପ୍ରଥମ ଶିକ୍ଷା ମିଳିଥାଏ। Charity begins at home. ଯେଉଁ ପରିବାରରେ ପାରସ୍ପରିକ ସମ୍ମାନ ଓ ସହଯୋଗ ରହିଥାଏ ସେଠାରୁ ବାହାରୁଥିବା ପିଲା ସମାଜ ପାଇଁ ଉପଯୋଗୀ ହୋଇଥାଏ।: [356, 785, 746, 858]
- sudoku-cell[interactable]: [1362, 1882, 1389, 1909]
- sudoku-cell[interactable]: [1227, 1855, 1254, 1882]
